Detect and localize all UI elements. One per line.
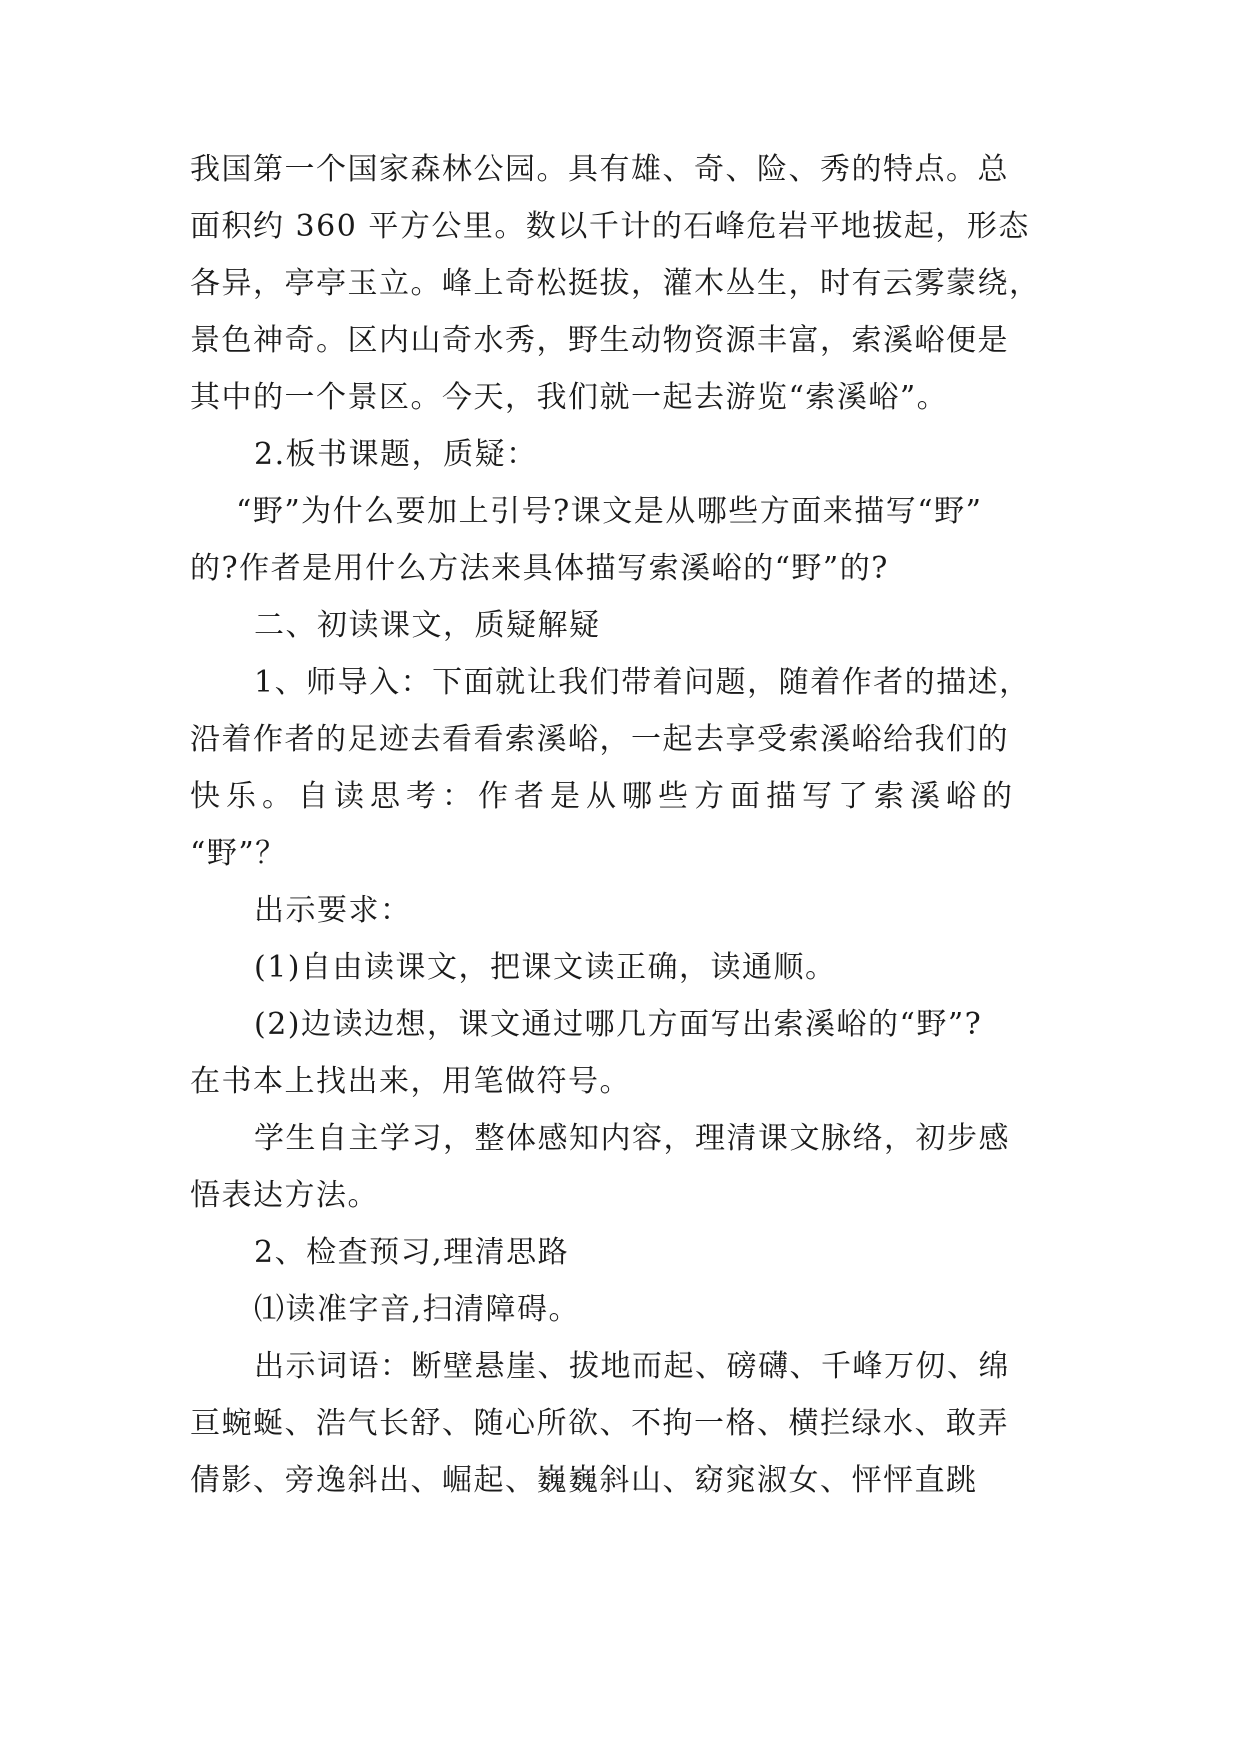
text-line: 学生自主学习，整体感知内容，理清课文脉络，初步感 xyxy=(254,1121,1010,1156)
list-item: (2)边读边想，课文通过哪几方面写出索溪峪的“野”? xyxy=(254,1007,983,1042)
text-line: 悟表达方法。 xyxy=(190,1178,379,1213)
text-line: 快乐。自读思考：作者是从哪些方面描写了索溪峪的 xyxy=(190,779,1018,814)
text-line: 面积约 360 平方公里。数以千计的石峰危岩平地拔起，形态 xyxy=(190,209,1030,244)
text-line: 在书本上找出来，用笔做符号。 xyxy=(190,1064,631,1099)
text-line: 倩影、旁逸斜出、崛起、巍巍斜山、窈窕淑女、怦怦直跳 xyxy=(190,1463,978,1498)
text-line: “野”为什么要加上引号?课文是从哪些方面来描写“野” xyxy=(236,494,983,529)
text-line: 我国第一个国家森林公园。具有雄、奇、险、秀的特点。总 xyxy=(190,152,1009,187)
text-line: “野”？ xyxy=(190,836,287,871)
list-item: (1)自由读课文，把课文读正确，读通顺。 xyxy=(254,950,837,985)
text-line: 各异，亭亭玉立。峰上奇松挺拔，灌木丛生，时有云雾蒙绕， xyxy=(190,266,1041,301)
section-heading: 2、检查预习,理清思路 xyxy=(254,1235,570,1270)
text-line: 出示词语：断壁悬崖、拔地而起、磅礴、千峰万仞、绵 xyxy=(254,1349,1010,1384)
text-line: 1、师导入：下面就让我们带着问题，随着作者的描述， xyxy=(254,665,1031,700)
text-line: 其中的一个景区。今天，我们就一起去游览“索溪峪”。 xyxy=(190,380,949,415)
list-item: ⑴读准字音,扫清障碍。 xyxy=(254,1292,581,1327)
text-line: 亘蜿蜒、浩气长舒、随心所欲、不拘一格、横拦绿水、敢弄 xyxy=(190,1406,1009,1441)
text-line: 出示要求： xyxy=(254,893,412,928)
section-heading: 二、初读课文，质疑解疑 xyxy=(254,608,601,643)
section-heading: 2.板书课题，质疑： xyxy=(254,437,538,472)
text-line: 的?作者是用什么方法来具体描写索溪峪的“野”的? xyxy=(190,551,889,586)
text-line: 沿着作者的足迹去看看索溪峪，一起去享受索溪峪给我们的 xyxy=(190,722,1009,757)
text-line: 景色神奇。区内山奇水秀，野生动物资源丰富，索溪峪便是 xyxy=(190,323,1009,358)
